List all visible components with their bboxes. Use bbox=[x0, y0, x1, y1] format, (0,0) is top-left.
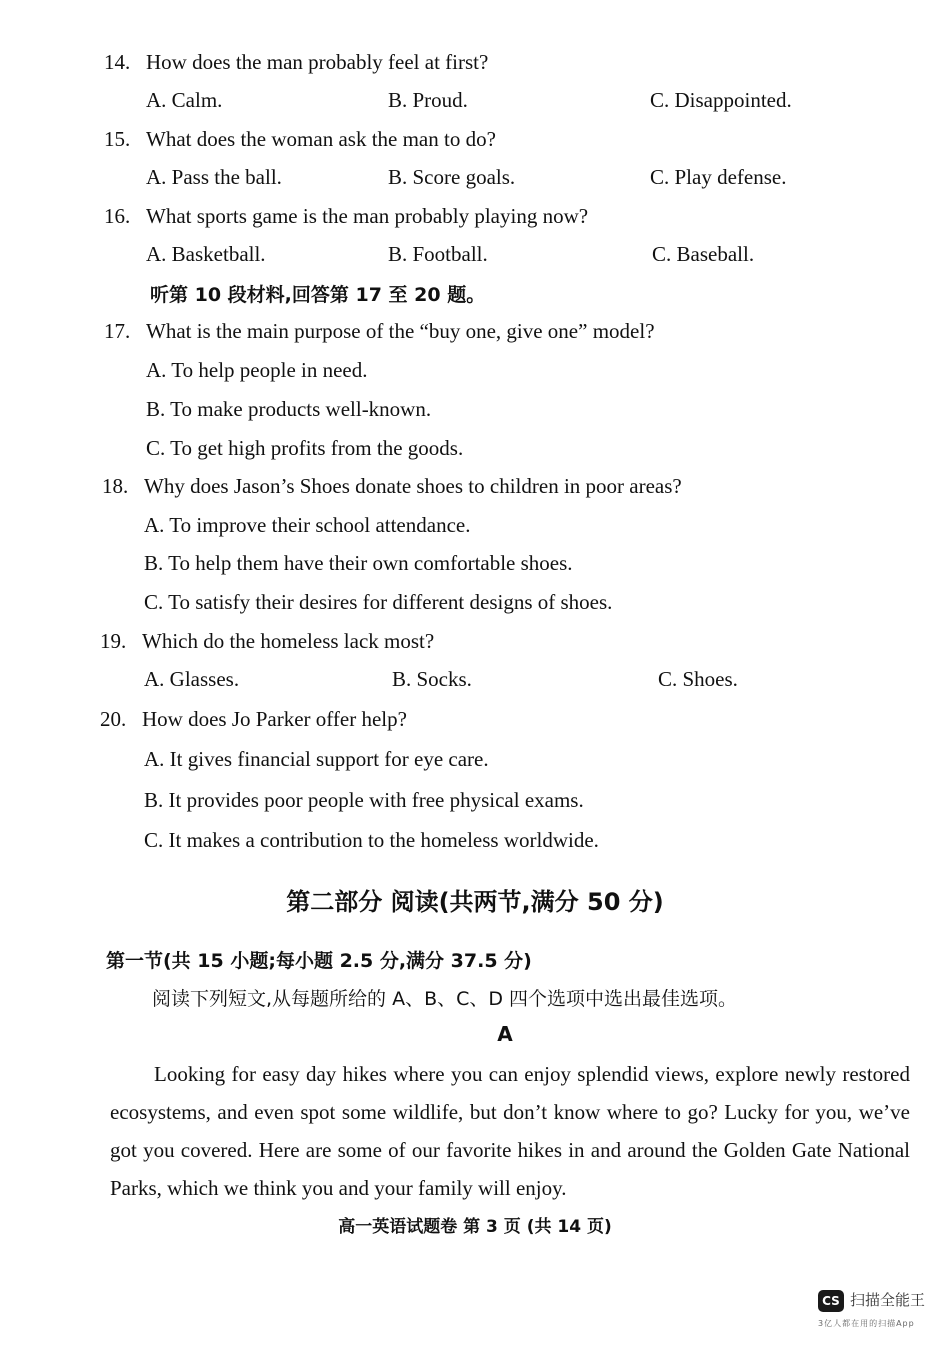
question-text: Which do the homeless lack most? bbox=[142, 629, 435, 653]
option-a: A. Basketball. bbox=[146, 242, 266, 266]
question-19 bbox=[100, 627, 434, 655]
question-number: 16. bbox=[104, 204, 131, 228]
option-b: B. To help them have their own comfortable shoes. bbox=[144, 551, 573, 575]
question-number: 19. bbox=[100, 629, 127, 653]
option-b: B. Socks. bbox=[392, 667, 472, 691]
question-14 bbox=[104, 48, 488, 76]
question-number: 15. bbox=[104, 127, 131, 151]
question-15 bbox=[104, 125, 496, 153]
watermark-tagline: 3亿人都在用的扫描App bbox=[818, 1319, 915, 1328]
option-c: C. Disappointed. bbox=[650, 88, 792, 112]
passage-label: A bbox=[497, 1022, 513, 1046]
question-number: 14. bbox=[104, 50, 131, 74]
option-b: B. It provides poor people with free physical exams. bbox=[144, 788, 584, 812]
option-a: A. To improve their school attendance. bbox=[144, 513, 471, 537]
option-b: B. Proud. bbox=[388, 88, 468, 112]
watermark-name: 扫描全能王 bbox=[850, 1291, 926, 1309]
question-text: What is the main purpose of the “buy one, give one” model? bbox=[146, 319, 655, 343]
option-c: C. It makes a contribution to the homeless worldwide. bbox=[144, 828, 599, 852]
option-c: C. Shoes. bbox=[658, 667, 738, 691]
option-c: C. To get high profits from the goods. bbox=[146, 436, 464, 460]
question-text: What sports game is the man probably playing now? bbox=[146, 204, 589, 228]
option-a: A. Glasses. bbox=[144, 667, 240, 691]
option-c: C. Baseball. bbox=[652, 242, 755, 266]
option-c: C. To satisfy their desires for different designs of shoes. bbox=[144, 590, 613, 614]
option-c: C. Play defense. bbox=[650, 165, 787, 189]
reading-passage bbox=[110, 1055, 910, 1207]
section-title: 第一节(共 15 小题;每小题 2.5 分,满分 37.5 分) bbox=[106, 950, 532, 972]
listening-instruction: 听第 10 段材料,回答第 17 至 20 题。 bbox=[150, 284, 486, 306]
question-18 bbox=[102, 472, 682, 500]
part-title: 第二部分 阅读(共两节,满分 50 分) bbox=[286, 888, 664, 916]
question-text: How does the man probably feel at first? bbox=[146, 50, 489, 74]
question-number: 20. bbox=[100, 707, 127, 731]
question-20 bbox=[100, 705, 407, 733]
option-a: A. Calm. bbox=[146, 88, 223, 112]
question-number: 17. bbox=[104, 319, 131, 343]
option-a: A. To help people in need. bbox=[146, 358, 368, 382]
option-a: A. Pass the ball. bbox=[146, 165, 282, 189]
page-footer: 高一英语试题卷 第 3 页 (共 14 页) bbox=[338, 1217, 612, 1237]
question-number: 18. bbox=[102, 474, 129, 498]
section-instruction: 阅读下列短文,从每题所给的 A、B、C、D 四个选项中选出最佳选项。 bbox=[152, 988, 738, 1010]
passage-paragraph: Looking for easy day hikes where you can enjoy splendid views, explore newly restored ecosystems, and even spot some wildlife, but don’t know where to go? Lucky for you, we’ve got you covered. Here are some of our favorite hikes in and around the Golden Gate National Parks, which we think you and your family will enjoy. bbox=[110, 1062, 910, 1200]
option-a: A. It gives financial support for eye care. bbox=[144, 747, 489, 771]
question-17 bbox=[104, 317, 655, 345]
option-b: B. Football. bbox=[388, 242, 488, 266]
option-b: B. Score goals. bbox=[388, 165, 516, 189]
question-text: What does the woman ask the man to do? bbox=[146, 127, 496, 151]
question-text: How does Jo Parker offer help? bbox=[142, 707, 407, 731]
question-16 bbox=[104, 202, 588, 230]
question-text: Why does Jason’s Shoes donate shoes to children in poor areas? bbox=[144, 474, 682, 498]
camscanner-logo-icon: CS bbox=[818, 1290, 844, 1312]
option-b: B. To make products well-known. bbox=[146, 397, 432, 421]
